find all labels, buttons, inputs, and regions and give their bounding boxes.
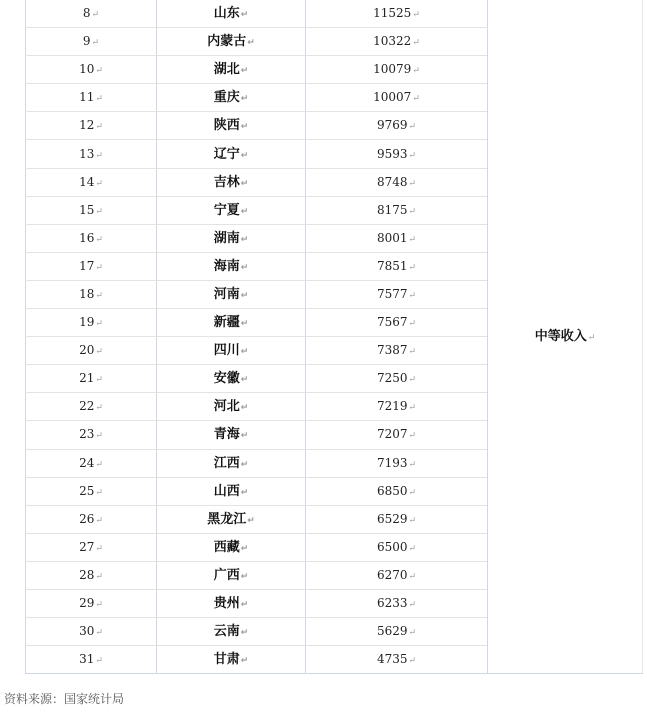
value-cell [306, 224, 488, 252]
province-cell [157, 280, 306, 308]
value-cell-text: 7387 [376, 343, 408, 358]
province-cell-text: 海南 [213, 258, 240, 274]
province-cell-text: 重庆 [213, 90, 240, 106]
cell-end-mark: ↵ [240, 487, 249, 498]
cell-end-mark: ↵ [95, 543, 103, 554]
province-cell-text: 贵州 [213, 596, 240, 612]
province-cell [157, 589, 306, 617]
value-cell-text: 7193 [376, 455, 408, 470]
cell-end-mark: ↵ [91, 38, 100, 49]
cell-end-mark: ↵ [95, 628, 103, 639]
value-cell-text: 9593 [376, 146, 408, 161]
rank-cell [26, 365, 157, 393]
rank-cell [26, 533, 157, 561]
rank-cell-text: 13 [79, 146, 95, 161]
rank-cell-text: 19 [79, 315, 95, 330]
cell-end-mark: ↵ [408, 515, 417, 526]
province-cell [157, 28, 306, 56]
source-note: 资料来源：国家统计局 [4, 692, 125, 706]
cell-end-mark: ↵ [240, 375, 249, 386]
value-cell-text: 8175 [376, 202, 408, 217]
province-cell [157, 309, 306, 337]
value-cell-text: 7577 [376, 286, 408, 301]
value-cell [306, 112, 488, 140]
province-cell [157, 196, 306, 224]
cell-end-mark: ↵ [95, 234, 103, 245]
value-cell-text: 6850 [376, 483, 408, 498]
cell-end-mark: ↵ [240, 543, 249, 554]
cell-end-mark: ↵ [240, 656, 249, 667]
cell-end-mark: ↵ [247, 38, 255, 49]
rank-cell [26, 449, 157, 477]
income-table-container [25, 0, 642, 674]
rank-cell-text: 10 [79, 62, 95, 77]
value-cell-text: 10322 [373, 34, 412, 49]
cell-end-mark: ↵ [240, 66, 249, 77]
rank-cell [26, 421, 157, 449]
cell-end-mark: ↵ [408, 628, 417, 639]
province-cell-text: 吉林 [213, 174, 240, 190]
province-cell-text: 青海 [213, 427, 240, 443]
cell-end-mark: ↵ [412, 38, 420, 49]
rank-cell-text: 24 [79, 455, 95, 470]
rank-cell-text: 30 [79, 624, 95, 639]
value-cell-text: 5629 [376, 624, 408, 639]
value-cell-text: 7250 [376, 371, 408, 386]
province-cell-text: 湖南 [213, 230, 240, 246]
rank-cell [26, 337, 157, 365]
rank-cell-text: 26 [79, 511, 95, 526]
rank-cell [26, 280, 157, 308]
province-cell [157, 365, 306, 393]
cell-end-mark: ↵ [240, 10, 249, 21]
value-cell [306, 365, 488, 393]
value-cell-text: 7207 [376, 427, 408, 442]
cell-end-mark: ↵ [408, 571, 417, 582]
income-group-cell [488, 0, 643, 674]
cell-end-mark: ↵ [240, 234, 249, 245]
cell-end-mark: ↵ [95, 66, 103, 77]
rank-cell [26, 618, 157, 646]
cell-end-mark: ↵ [408, 150, 417, 161]
cell-end-mark: ↵ [412, 94, 420, 105]
cell-end-mark: ↵ [95, 487, 103, 498]
rank-cell-text: 11 [79, 90, 95, 105]
cell-end-mark: ↵ [95, 515, 103, 526]
value-cell-text: 9769 [376, 118, 408, 133]
cell-end-mark: ↵ [240, 571, 249, 582]
cell-end-mark: ↵ [240, 122, 249, 133]
rank-cell [26, 28, 157, 56]
value-cell [306, 533, 488, 561]
rank-cell-text: 18 [79, 286, 95, 301]
cell-end-mark: ↵ [408, 459, 417, 470]
cell-end-mark: ↵ [408, 290, 417, 301]
cell-end-mark: ↵ [408, 262, 417, 273]
value-cell [306, 0, 488, 28]
province-cell-text: 陕西 [213, 118, 240, 134]
value-cell [306, 168, 488, 196]
province-cell-text: 西藏 [213, 539, 240, 555]
rank-cell-text: 31 [79, 652, 95, 667]
rank-cell-text: 12 [79, 118, 95, 133]
table-row [26, 0, 643, 28]
rank-cell-text: 21 [79, 371, 95, 386]
rank-cell [26, 309, 157, 337]
cell-end-mark: ↵ [95, 656, 103, 667]
cell-end-mark: ↵ [408, 234, 417, 245]
rank-cell-text: 28 [79, 567, 95, 582]
value-cell [306, 196, 488, 224]
rank-cell [26, 224, 157, 252]
rank-cell [26, 477, 157, 505]
province-cell-text: 四川 [213, 343, 240, 359]
value-cell-text: 6529 [376, 511, 408, 526]
province-cell [157, 393, 306, 421]
value-cell-text: 7851 [376, 258, 408, 273]
province-cell-text: 河北 [213, 399, 240, 415]
value-cell [306, 252, 488, 280]
province-cell [157, 449, 306, 477]
cell-end-mark: ↵ [408, 403, 417, 414]
cell-end-mark: ↵ [240, 94, 249, 105]
province-cell-text: 山西 [213, 483, 240, 499]
cell-end-mark: ↵ [247, 515, 255, 526]
cell-end-mark: ↵ [95, 178, 103, 189]
value-cell [306, 84, 488, 112]
province-cell-text: 甘肃 [213, 652, 240, 668]
rank-cell-text: 22 [79, 399, 95, 414]
cell-end-mark: ↵ [95, 600, 103, 611]
value-cell [306, 505, 488, 533]
rank-cell [26, 56, 157, 84]
province-cell [157, 0, 306, 28]
rank-cell [26, 393, 157, 421]
cell-end-mark: ↵ [240, 403, 249, 414]
rank-cell [26, 112, 157, 140]
value-cell [306, 140, 488, 168]
value-cell-text: 6270 [376, 567, 408, 582]
income-group-label: 中等收入 [534, 329, 587, 345]
rank-cell [26, 646, 157, 674]
cell-end-mark: ↵ [240, 600, 249, 611]
cell-end-mark: ↵ [408, 487, 417, 498]
cell-end-mark: ↵ [95, 403, 103, 414]
cell-end-mark: ↵ [408, 206, 417, 217]
province-cell [157, 337, 306, 365]
cell-end-mark: ↵ [95, 459, 103, 470]
cell-end-mark: ↵ [95, 94, 103, 105]
cell-end-mark: ↵ [95, 375, 103, 386]
rank-cell-text: 9 [82, 34, 91, 49]
rank-cell-text: 27 [79, 539, 95, 554]
value-cell [306, 561, 488, 589]
value-cell-text: 8748 [376, 174, 408, 189]
value-cell-text: 6233 [376, 596, 408, 611]
value-cell [306, 56, 488, 84]
value-cell [306, 28, 488, 56]
value-cell [306, 393, 488, 421]
cell-end-mark: ↵ [240, 628, 249, 639]
income-table [25, 0, 643, 674]
value-cell [306, 646, 488, 674]
rank-cell-text: 16 [79, 230, 95, 245]
cell-end-mark: ↵ [408, 431, 417, 442]
province-cell [157, 140, 306, 168]
rank-cell [26, 505, 157, 533]
rank-cell-text: 15 [79, 202, 95, 217]
province-cell-text: 河南 [213, 286, 240, 302]
cell-end-mark: ↵ [240, 459, 249, 470]
province-cell [157, 505, 306, 533]
value-cell [306, 449, 488, 477]
province-cell-text: 新疆 [213, 315, 240, 331]
province-cell [157, 646, 306, 674]
rank-cell [26, 84, 157, 112]
rank-cell [26, 168, 157, 196]
cell-end-mark: ↵ [95, 571, 103, 582]
rank-cell [26, 0, 157, 28]
province-cell [157, 56, 306, 84]
cell-end-mark: ↵ [412, 10, 420, 21]
cell-end-mark: ↵ [240, 206, 249, 217]
rank-cell-text: 20 [79, 343, 95, 358]
value-cell [306, 309, 488, 337]
rank-cell [26, 140, 157, 168]
rank-cell-text: 17 [79, 258, 95, 273]
province-cell [157, 618, 306, 646]
rank-cell [26, 252, 157, 280]
province-cell-text: 黑龙江 [207, 511, 247, 527]
cell-end-mark: ↵ [240, 347, 249, 358]
cell-end-mark: ↵ [408, 543, 417, 554]
province-cell-text: 江西 [213, 455, 240, 471]
province-cell [157, 533, 306, 561]
cell-end-mark: ↵ [240, 178, 249, 189]
value-cell-text: 8001 [376, 230, 408, 245]
cell-end-mark: ↵ [95, 122, 103, 133]
income-table-body [26, 0, 643, 674]
cell-end-mark: ↵ [408, 122, 417, 133]
province-cell-text: 辽宁 [213, 146, 240, 162]
cell-end-mark: ↵ [412, 66, 420, 77]
value-cell [306, 618, 488, 646]
province-cell [157, 112, 306, 140]
cell-end-mark: ↵ [95, 150, 103, 161]
value-cell-text: 4735 [376, 652, 408, 667]
rank-cell-text: 29 [79, 596, 95, 611]
province-cell-text: 云南 [213, 624, 240, 640]
cell-end-mark: ↵ [95, 347, 103, 358]
province-cell [157, 477, 306, 505]
rank-cell-text: 14 [79, 174, 95, 189]
cell-end-mark: ↵ [95, 431, 103, 442]
province-cell [157, 224, 306, 252]
cell-end-mark: ↵ [95, 319, 103, 330]
cell-end-mark: ↵ [587, 333, 596, 344]
province-cell-text: 广西 [213, 567, 240, 583]
province-cell [157, 252, 306, 280]
cell-end-mark: ↵ [408, 600, 417, 611]
value-cell-text: 7219 [376, 399, 408, 414]
value-cell [306, 280, 488, 308]
value-cell-text: 10007 [373, 90, 412, 105]
province-cell-text: 安徽 [213, 371, 240, 387]
province-cell-text: 山东 [213, 6, 240, 22]
province-cell-text: 宁夏 [213, 202, 240, 218]
rank-cell-text: 8 [82, 6, 91, 21]
rank-cell [26, 196, 157, 224]
cell-end-mark: ↵ [95, 262, 103, 273]
province-cell-text: 湖北 [213, 62, 240, 78]
cell-end-mark: ↵ [408, 656, 417, 667]
rank-cell-text: 25 [79, 483, 95, 498]
cell-end-mark: ↵ [408, 178, 417, 189]
cell-end-mark: ↵ [240, 150, 249, 161]
cell-end-mark: ↵ [240, 319, 249, 330]
value-cell [306, 589, 488, 617]
cell-end-mark: ↵ [95, 206, 103, 217]
province-cell [157, 421, 306, 449]
province-cell [157, 168, 306, 196]
value-cell [306, 421, 488, 449]
value-cell-text: 11525 [373, 6, 412, 21]
value-cell-text: 7567 [376, 315, 408, 330]
cell-end-mark: ↵ [240, 262, 249, 273]
cell-end-mark: ↵ [95, 290, 103, 301]
cell-end-mark: ↵ [240, 290, 249, 301]
cell-end-mark: ↵ [408, 319, 417, 330]
cell-end-mark: ↵ [91, 10, 100, 21]
province-cell [157, 561, 306, 589]
province-cell-text: 内蒙古 [207, 34, 247, 50]
cell-end-mark: ↵ [408, 347, 417, 358]
rank-cell [26, 589, 157, 617]
value-cell-text: 10079 [373, 62, 412, 77]
cell-end-mark: ↵ [240, 431, 249, 442]
rank-cell [26, 561, 157, 589]
value-cell [306, 337, 488, 365]
province-cell [157, 84, 306, 112]
rank-cell-text: 23 [79, 427, 95, 442]
value-cell-text: 6500 [376, 539, 408, 554]
value-cell [306, 477, 488, 505]
cell-end-mark: ↵ [408, 375, 417, 386]
